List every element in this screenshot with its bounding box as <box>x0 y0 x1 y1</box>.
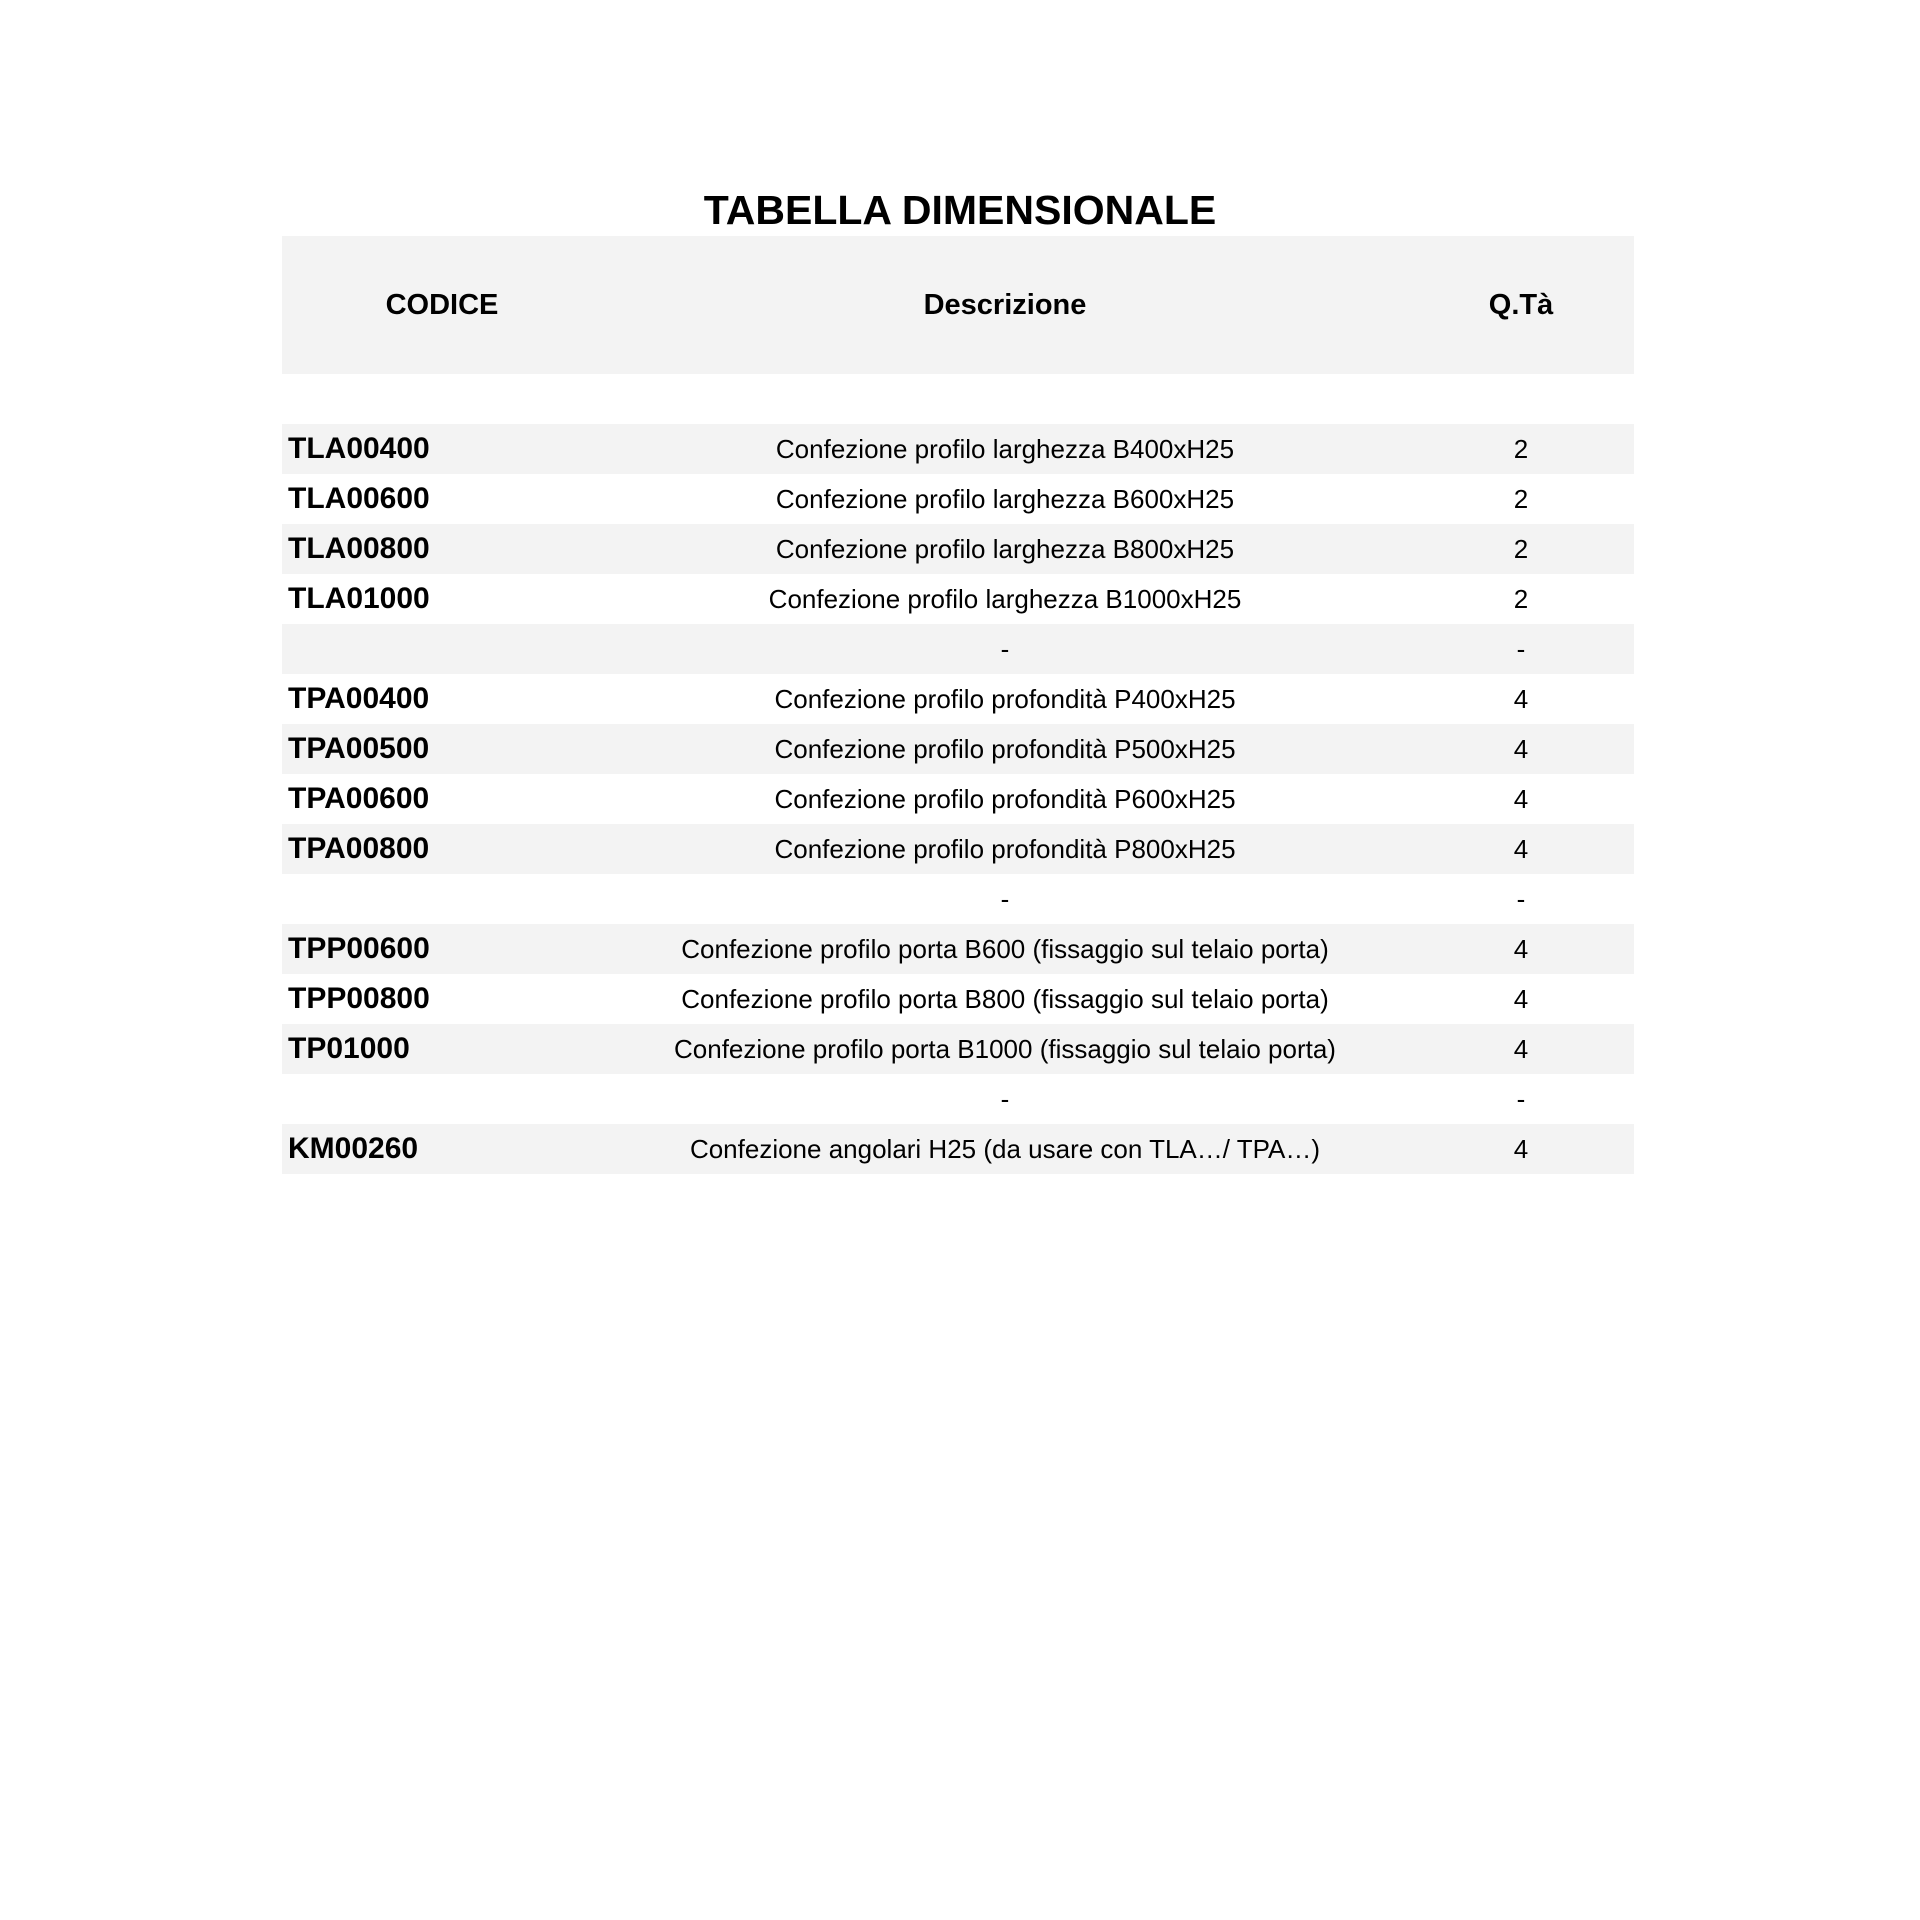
header-code: CODICE <box>385 288 499 321</box>
row-code: TLA00400 <box>288 432 430 465</box>
row-description: Confezione angolari H25 (da usare con TLA…/ TPA…) <box>689 1133 1321 1164</box>
row-quantity: 2 <box>1513 583 1529 614</box>
row-quantity: 4 <box>1513 783 1529 814</box>
table-row <box>282 1024 1634 1074</box>
table-row <box>282 474 1634 524</box>
row-description: Confezione profilo larghezza B600xH25 <box>775 483 1235 514</box>
header-description: Descrizione <box>923 288 1087 321</box>
row-quantity: 4 <box>1513 683 1529 714</box>
table-row <box>282 1074 1634 1124</box>
table-row <box>282 574 1634 624</box>
row-code: TP01000 <box>288 1032 410 1065</box>
row-code: TPA00500 <box>288 732 430 765</box>
row-code: TLA00800 <box>288 532 430 565</box>
header-spacer <box>282 374 1634 424</box>
row-quantity: - <box>1516 633 1526 664</box>
row-quantity: - <box>1516 883 1526 914</box>
row-description: - <box>1000 883 1010 914</box>
row-quantity: 4 <box>1513 733 1529 764</box>
table-row <box>282 724 1634 774</box>
table-row <box>282 774 1634 824</box>
table-row <box>282 924 1634 974</box>
row-quantity: 4 <box>1513 983 1529 1014</box>
row-code: TLA01000 <box>288 582 430 615</box>
row-quantity: 4 <box>1513 933 1529 964</box>
row-code: KM00260 <box>288 1132 419 1165</box>
table-row <box>282 524 1634 574</box>
table-row <box>282 824 1634 874</box>
row-quantity: 2 <box>1513 533 1529 564</box>
row-description: Confezione profilo porta B1000 (fissaggio sul telaio porta) <box>674 1033 1336 1064</box>
row-description: Confezione profilo larghezza B1000xH25 <box>768 583 1242 614</box>
row-description: Confezione profilo profondità P400xH25 <box>774 683 1236 714</box>
row-quantity: 4 <box>1513 1133 1529 1164</box>
header-quantity: Q.Tà <box>1488 288 1554 321</box>
row-quantity: 4 <box>1513 1033 1529 1064</box>
page-title: TABELLA DIMENSIONALE <box>703 187 1217 233</box>
table-row <box>282 424 1634 474</box>
row-description: Confezione profilo porta B800 (fissaggio sul telaio porta) <box>681 983 1329 1014</box>
row-quantity: 4 <box>1513 833 1529 864</box>
row-code: TPA00600 <box>288 782 430 815</box>
row-description: Confezione profilo porta B600 (fissaggio sul telaio porta) <box>681 933 1329 964</box>
row-description: Confezione profilo profondità P800xH25 <box>774 833 1236 864</box>
row-code: TPP00600 <box>288 932 430 965</box>
row-quantity: 2 <box>1513 483 1529 514</box>
row-description: Confezione profilo profondità P600xH25 <box>774 783 1236 814</box>
table-row <box>282 624 1634 674</box>
dimension-table <box>282 236 1634 1174</box>
row-code: TPP00800 <box>288 982 430 1015</box>
row-code: TLA00600 <box>288 482 430 515</box>
row-description: - <box>1000 1083 1010 1114</box>
table-row <box>282 874 1634 924</box>
table-row <box>282 674 1634 724</box>
row-code: TPA00400 <box>288 682 430 715</box>
table-row <box>282 1124 1634 1174</box>
table-header <box>282 236 1634 374</box>
row-code: TPA00800 <box>288 832 430 865</box>
row-description: Confezione profilo larghezza B400xH25 <box>775 433 1235 464</box>
table-row <box>282 974 1634 1024</box>
row-quantity: 2 <box>1513 433 1529 464</box>
row-description: Confezione profilo profondità P500xH25 <box>774 733 1236 764</box>
row-description: Confezione profilo larghezza B800xH25 <box>775 533 1235 564</box>
row-quantity: - <box>1516 1083 1526 1114</box>
row-description: - <box>1000 633 1010 664</box>
